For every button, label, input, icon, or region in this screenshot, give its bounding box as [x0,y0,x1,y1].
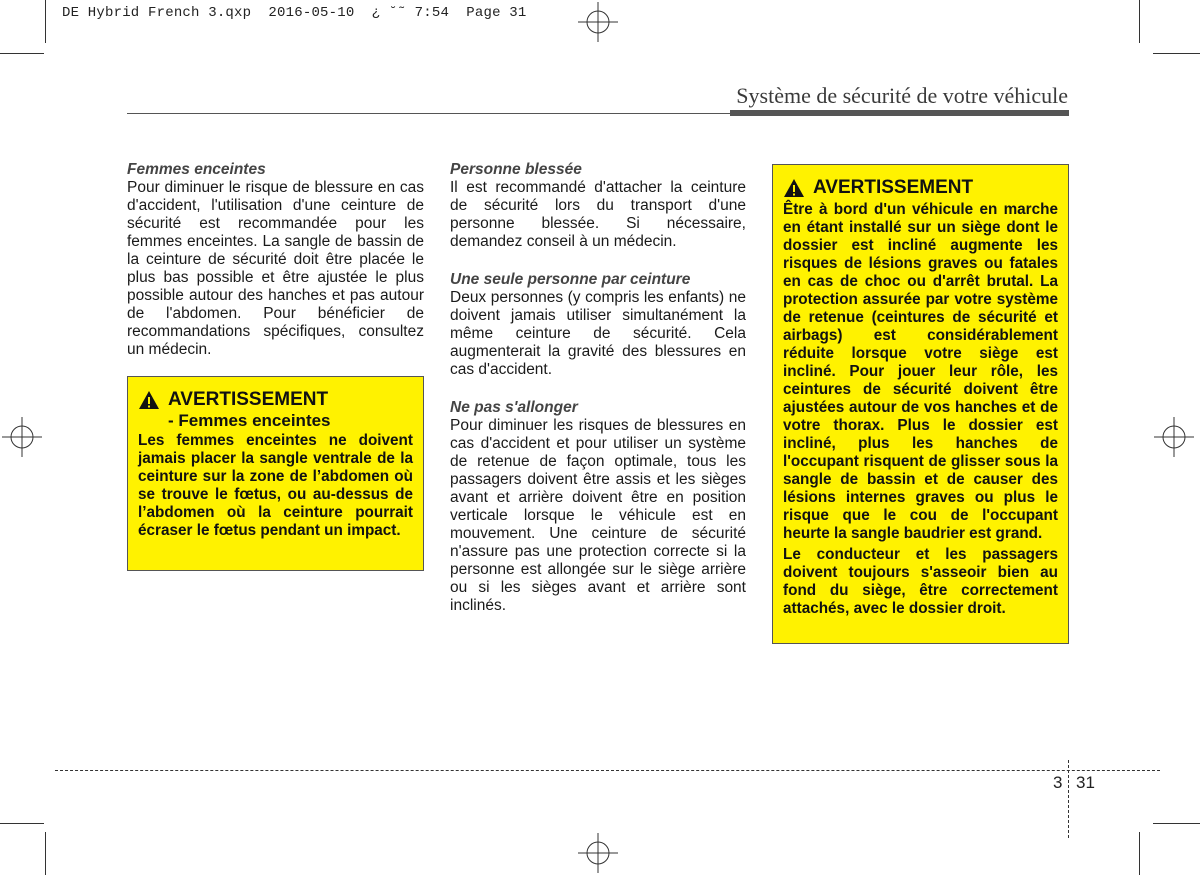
subheading: Personne blessée [450,161,582,178]
chapter-number: 3 [1053,773,1063,792]
crop-mark [1153,53,1200,54]
warning-box [127,376,424,571]
crop-mark [45,832,46,875]
column-2 [450,161,746,615]
subheading: Une seule personne par ceinture [450,271,691,288]
crop-mark [0,53,44,54]
warning-subtitle: - Femmes enceintes [168,411,331,430]
warning-text: Être à bord d'un véhicule en marche en étant installé sur un siège dont le dossier est incliné augmente les risques de lésions graves ou fatales en cas de choc ou d'arrêt brutal. La protection assurée par votre système de retenue (ceintures de sécurité et airbags) est considérablement réduite lorsque votre siège est incliné. Pour jouer leur rôle, les ceintures de sécurité doivent être ajustées autour de vos hanches et de votre thorax. Plus le dossier est incliné, plus les hanches de l'occupant risquent de glisser sous la sangle de bassin et de causer des lésions internes graves ou plus le risque que le cou de l'occupant heurte la sangle baudrier est grand. [783,201,1058,542]
header-rule-accent [730,110,1069,116]
registration-mark-icon [2,417,42,457]
paragraph: Deux personnes (y compris les enfants) ne doivent jamais utiliser simultanément la même ceinture de sécurité. Cela augmenterait la gravité des blessures en cas d'accident. [450,289,746,378]
warning-box [772,164,1069,644]
subheading: Femmes enceintes [127,161,266,178]
warning-header [783,177,1058,199]
section-title: Système de sécurité de votre véhicule [736,83,1068,108]
print-slug: DE Hybrid French 3.qxp 2016-05-10 ¿ ˘˜ 7:54 Page 31 [62,5,527,21]
crop-mark [0,823,44,824]
warning-triangle-icon [783,178,805,198]
warning-title: AVERTISSEMENT [168,389,329,410]
paragraph: Pour diminuer le risque de blessure en cas d'accident, l'utilisation d'une ceinture de sécurité est recommandée pour les femmes enceintes. La sangle de bassin de la ceinture de sécurité doit être placée le plus bas possible et être ajustée le plus possible autour des hanches et pas autour de l'abdomen. Pour bénéficier de recommandations spécifiques, consultez un médecin. [127,179,424,358]
crop-mark [45,0,46,43]
crop-mark [1139,0,1140,43]
registration-mark-icon [578,833,618,873]
warning-header [138,389,413,411]
header-rule [127,113,730,114]
crop-mark [1153,823,1200,824]
warning-text: Le conducteur et les passagers doivent toujours s'asseoir bien au fond du siège, être correctement attachés, avec le dossier droit. [783,546,1058,617]
warning-text: Les femmes enceintes ne doivent jamais placer la sangle ventrale de la ceinture sur la zone de l’abdomen où se trouve le fœtus, ou au-dessus de l’abdomen où la ceinture pourrait écraser le fœtus pendant un impact. [138,432,413,539]
paragraph: Pour diminuer les risques de blessures en cas d'accident et pour utiliser un système de retenue de façon optimale, tous les passagers doivent être assis et les sièges avant et arrière doivent être en position verticale lorsque le véhicule est en mouvement. Une ceinture de sécurité n'assure pas une protection correcte si la personne est allongée sur le siège arrière ou si les sièges avant et arrière sont inclinés. [450,417,746,614]
subheading: Ne pas s'allonger [450,399,578,416]
paragraph: Il est recommandé d'attacher la ceinture de sécurité lors du transport d'une personne blessée. Si nécessaire, demandez conseil à un médecin. [450,179,746,250]
footer-rule [55,770,1160,771]
warning-triangle-icon [138,390,160,410]
page-number: 31 [1076,773,1095,792]
crop-mark [1139,832,1140,875]
folio-divider [1068,760,1069,838]
registration-mark-icon [1154,417,1194,457]
column-1 [127,161,424,359]
warning-title: AVERTISSEMENT [813,177,974,198]
registration-mark-icon [578,2,618,42]
